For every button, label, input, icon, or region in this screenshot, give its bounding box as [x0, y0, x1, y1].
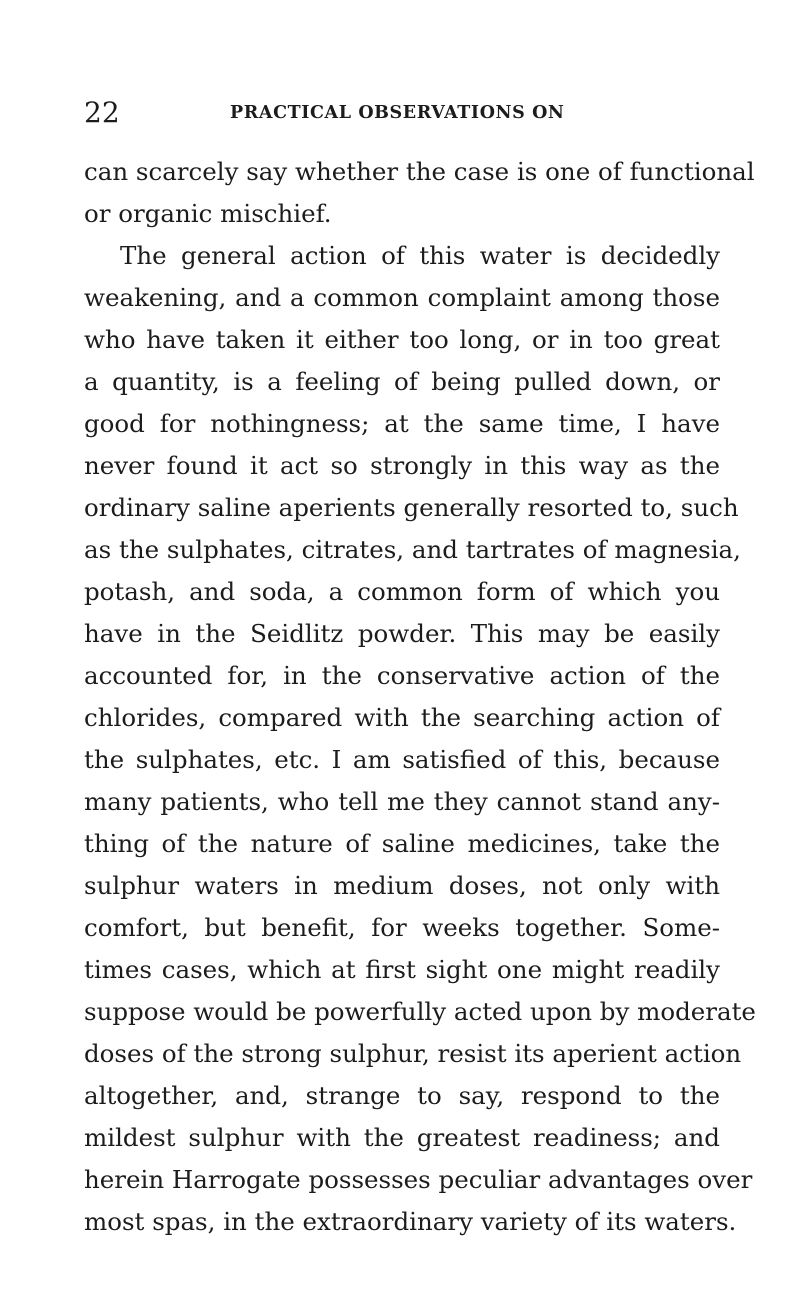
page-number: 22	[84, 96, 120, 129]
text-line: altogether, and, strange to say, respond to the	[84, 1081, 720, 1110]
text-line: or organic mischief.	[84, 199, 332, 228]
text-line: weakening, and a common complaint among those	[84, 283, 720, 312]
text-line: herein Harrogate possesses peculiar advantages over	[84, 1165, 753, 1194]
text-line: accounted for, in the conservative action of the	[84, 661, 720, 690]
text-line: thing of the nature of saline medicines, take the	[84, 829, 720, 858]
text-line: as the sulphates, citrates, and tartrates of magnesia,	[84, 535, 741, 564]
running-head: PRACTICAL OBSERVATIONS ON	[230, 103, 565, 123]
text-line: mildest sulphur with the greatest readiness; and	[84, 1123, 720, 1152]
text-line: sulphur waters in medium doses, not only with	[84, 871, 720, 900]
text-line: chlorides, compared with the searching action of	[84, 703, 720, 732]
text-line: the sulphates, etc. I am satisfied of this, because	[84, 745, 720, 774]
body-text	[84, 151, 756, 1243]
text-line: ordinary saline aperients generally resorted to, such	[84, 493, 739, 522]
text-line: comfort, but benefit, for weeks together. Some-	[84, 913, 720, 942]
text-line: suppose would be powerfully acted upon by moderate	[84, 997, 756, 1026]
text-line: doses of the strong sulphur, resist its aperient action	[84, 1039, 742, 1068]
text-line: a quantity, is a feeling of being pulled down, or	[84, 367, 720, 396]
text-line: can scarcely say whether the case is one of functional	[84, 157, 755, 186]
paragraph-first-line: The general action of this water is decidedly	[120, 241, 720, 270]
text-line: have in the Seidlitz powder. This may be easily	[84, 619, 720, 648]
text-line: most spas, in the extraordinary variety of its waters.	[84, 1207, 737, 1236]
text-line: never found it act so strongly in this way as the	[84, 451, 720, 480]
text-line: potash, and soda, a common form of which you	[84, 577, 720, 606]
text-line: good for nothingness; at the same time, I have	[84, 409, 720, 438]
text-line: who have taken it either too long, or in too great	[84, 325, 720, 354]
page-header	[84, 93, 720, 133]
text-line: many patients, who tell me they cannot stand any-	[84, 787, 720, 816]
text-line: times cases, which at first sight one might readily	[84, 955, 720, 984]
